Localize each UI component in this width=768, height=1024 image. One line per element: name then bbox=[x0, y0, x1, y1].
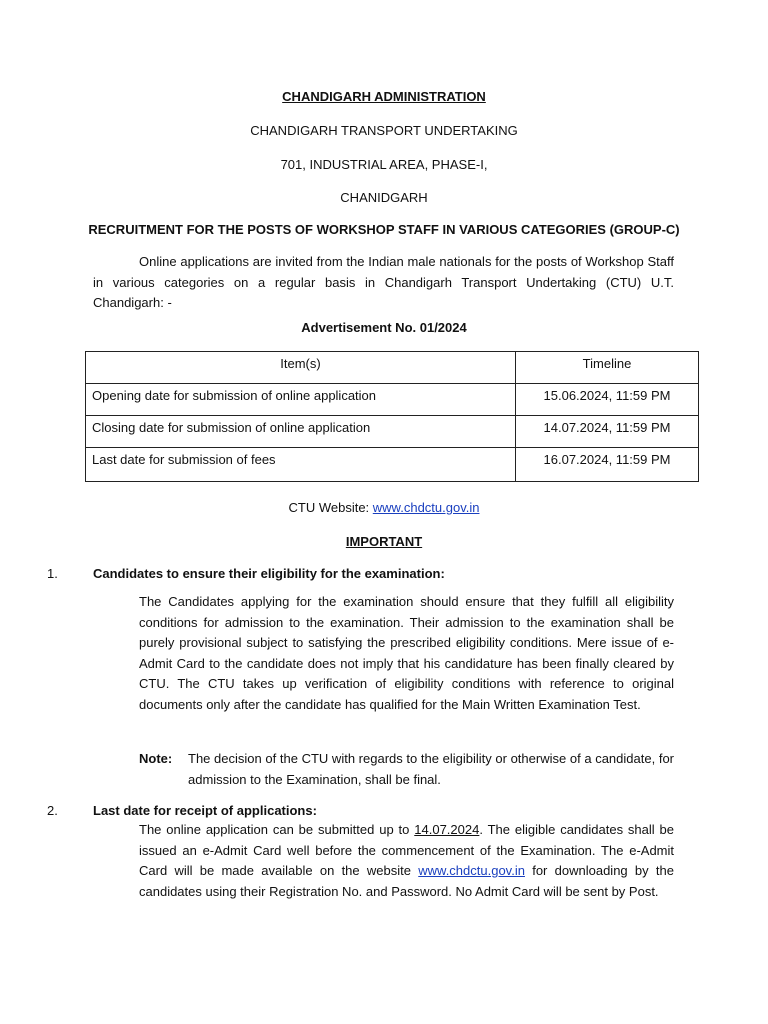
table-cell-item: Closing date for submission of online application bbox=[86, 416, 516, 448]
note-label: Note: bbox=[139, 751, 173, 766]
table-cell-date: 15.06.2024, 11:59 PM bbox=[516, 384, 699, 416]
table-header-row bbox=[86, 352, 699, 384]
section-body: The Candidates applying for the examination should ensure that they fulfill all eligibility conditions for admission to the examination. Their admission to the examination shall be purely provisional subject to satisfying the prescribed eligibility conditions. Mere issue of e-Admit Card to the candidate does not imply that his candidature has been finally cleared by CTU. The CTU takes up verification of eligibility conditions with reference to original documents only after the candidate has qualified for the Main Written Examination Test. bbox=[139, 594, 674, 712]
section-number: 2. bbox=[47, 803, 58, 818]
website-label: CTU Website: bbox=[288, 500, 373, 515]
recruitment-title: RECRUITMENT FOR THE POSTS OF WORKSHOP STAFF IN VARIOUS CATEGORIES (GROUP-C) bbox=[88, 222, 680, 237]
body-text: . The eligible candidates shall be issued an e-Admit Card well before the commencement of the Examination. The e-Admit Card will be made available on the website bbox=[139, 822, 674, 878]
org-title: CHANDIGARH ADMINISTRATION bbox=[282, 89, 486, 104]
table-cell-date: 16.07.2024, 11:59 PM bbox=[516, 448, 699, 482]
important-heading: IMPORTANT bbox=[345, 534, 423, 549]
section-heading: Last date for receipt of applications: bbox=[93, 803, 317, 818]
address-line-1: 701, INDUSTRIAL AREA, PHASE-I, bbox=[280, 157, 488, 172]
table-row bbox=[86, 384, 699, 416]
table-row bbox=[86, 448, 699, 482]
intro-paragraph bbox=[93, 252, 674, 314]
section-body bbox=[139, 820, 674, 902]
timeline-table bbox=[85, 351, 699, 482]
table-cell-item: Last date for submission of fees bbox=[86, 448, 516, 482]
table-cell-date: 14.07.2024, 11:59 PM bbox=[516, 416, 699, 448]
dept-title: CHANDIGARH TRANSPORT UNDERTAKING bbox=[250, 123, 518, 138]
table-cell-item: Opening date for submission of online application bbox=[86, 384, 516, 416]
column-header-timeline: Timeline bbox=[516, 352, 699, 384]
intro-text: Online applications are invited from the Indian male nationals for the posts of Workshop Staff in various categories on a regular basis in Chandigarh Transport Undertaking (CTU) U.T. Chandigarh: - bbox=[93, 254, 674, 310]
body-text: for downloading by the candidates using their Registration No. and Password. No Admit Card will be sent by Post. bbox=[139, 863, 674, 899]
address-line-2: CHANIDGARH bbox=[340, 190, 428, 205]
body-text: The online application can be submitted up to bbox=[139, 822, 415, 837]
deadline-date: 14.07.2024 bbox=[414, 822, 480, 837]
section-heading: Candidates to ensure their eligibility for the examination: bbox=[93, 566, 445, 581]
section-number: 1. bbox=[47, 566, 58, 581]
website-link[interactable]: www.chdctu.gov.in bbox=[418, 863, 525, 878]
website-line bbox=[0, 498, 768, 519]
table-row bbox=[86, 416, 699, 448]
advertisement-number: Advertisement No. 01/2024 bbox=[301, 320, 467, 335]
note-text: The decision of the CTU with regards to the eligibility or otherwise of a candidate, for admission to the Examination, shall be final. bbox=[188, 751, 674, 787]
website-link[interactable]: www.chdctu.gov.in bbox=[372, 500, 480, 515]
column-header-items: Item(s) bbox=[86, 352, 516, 384]
